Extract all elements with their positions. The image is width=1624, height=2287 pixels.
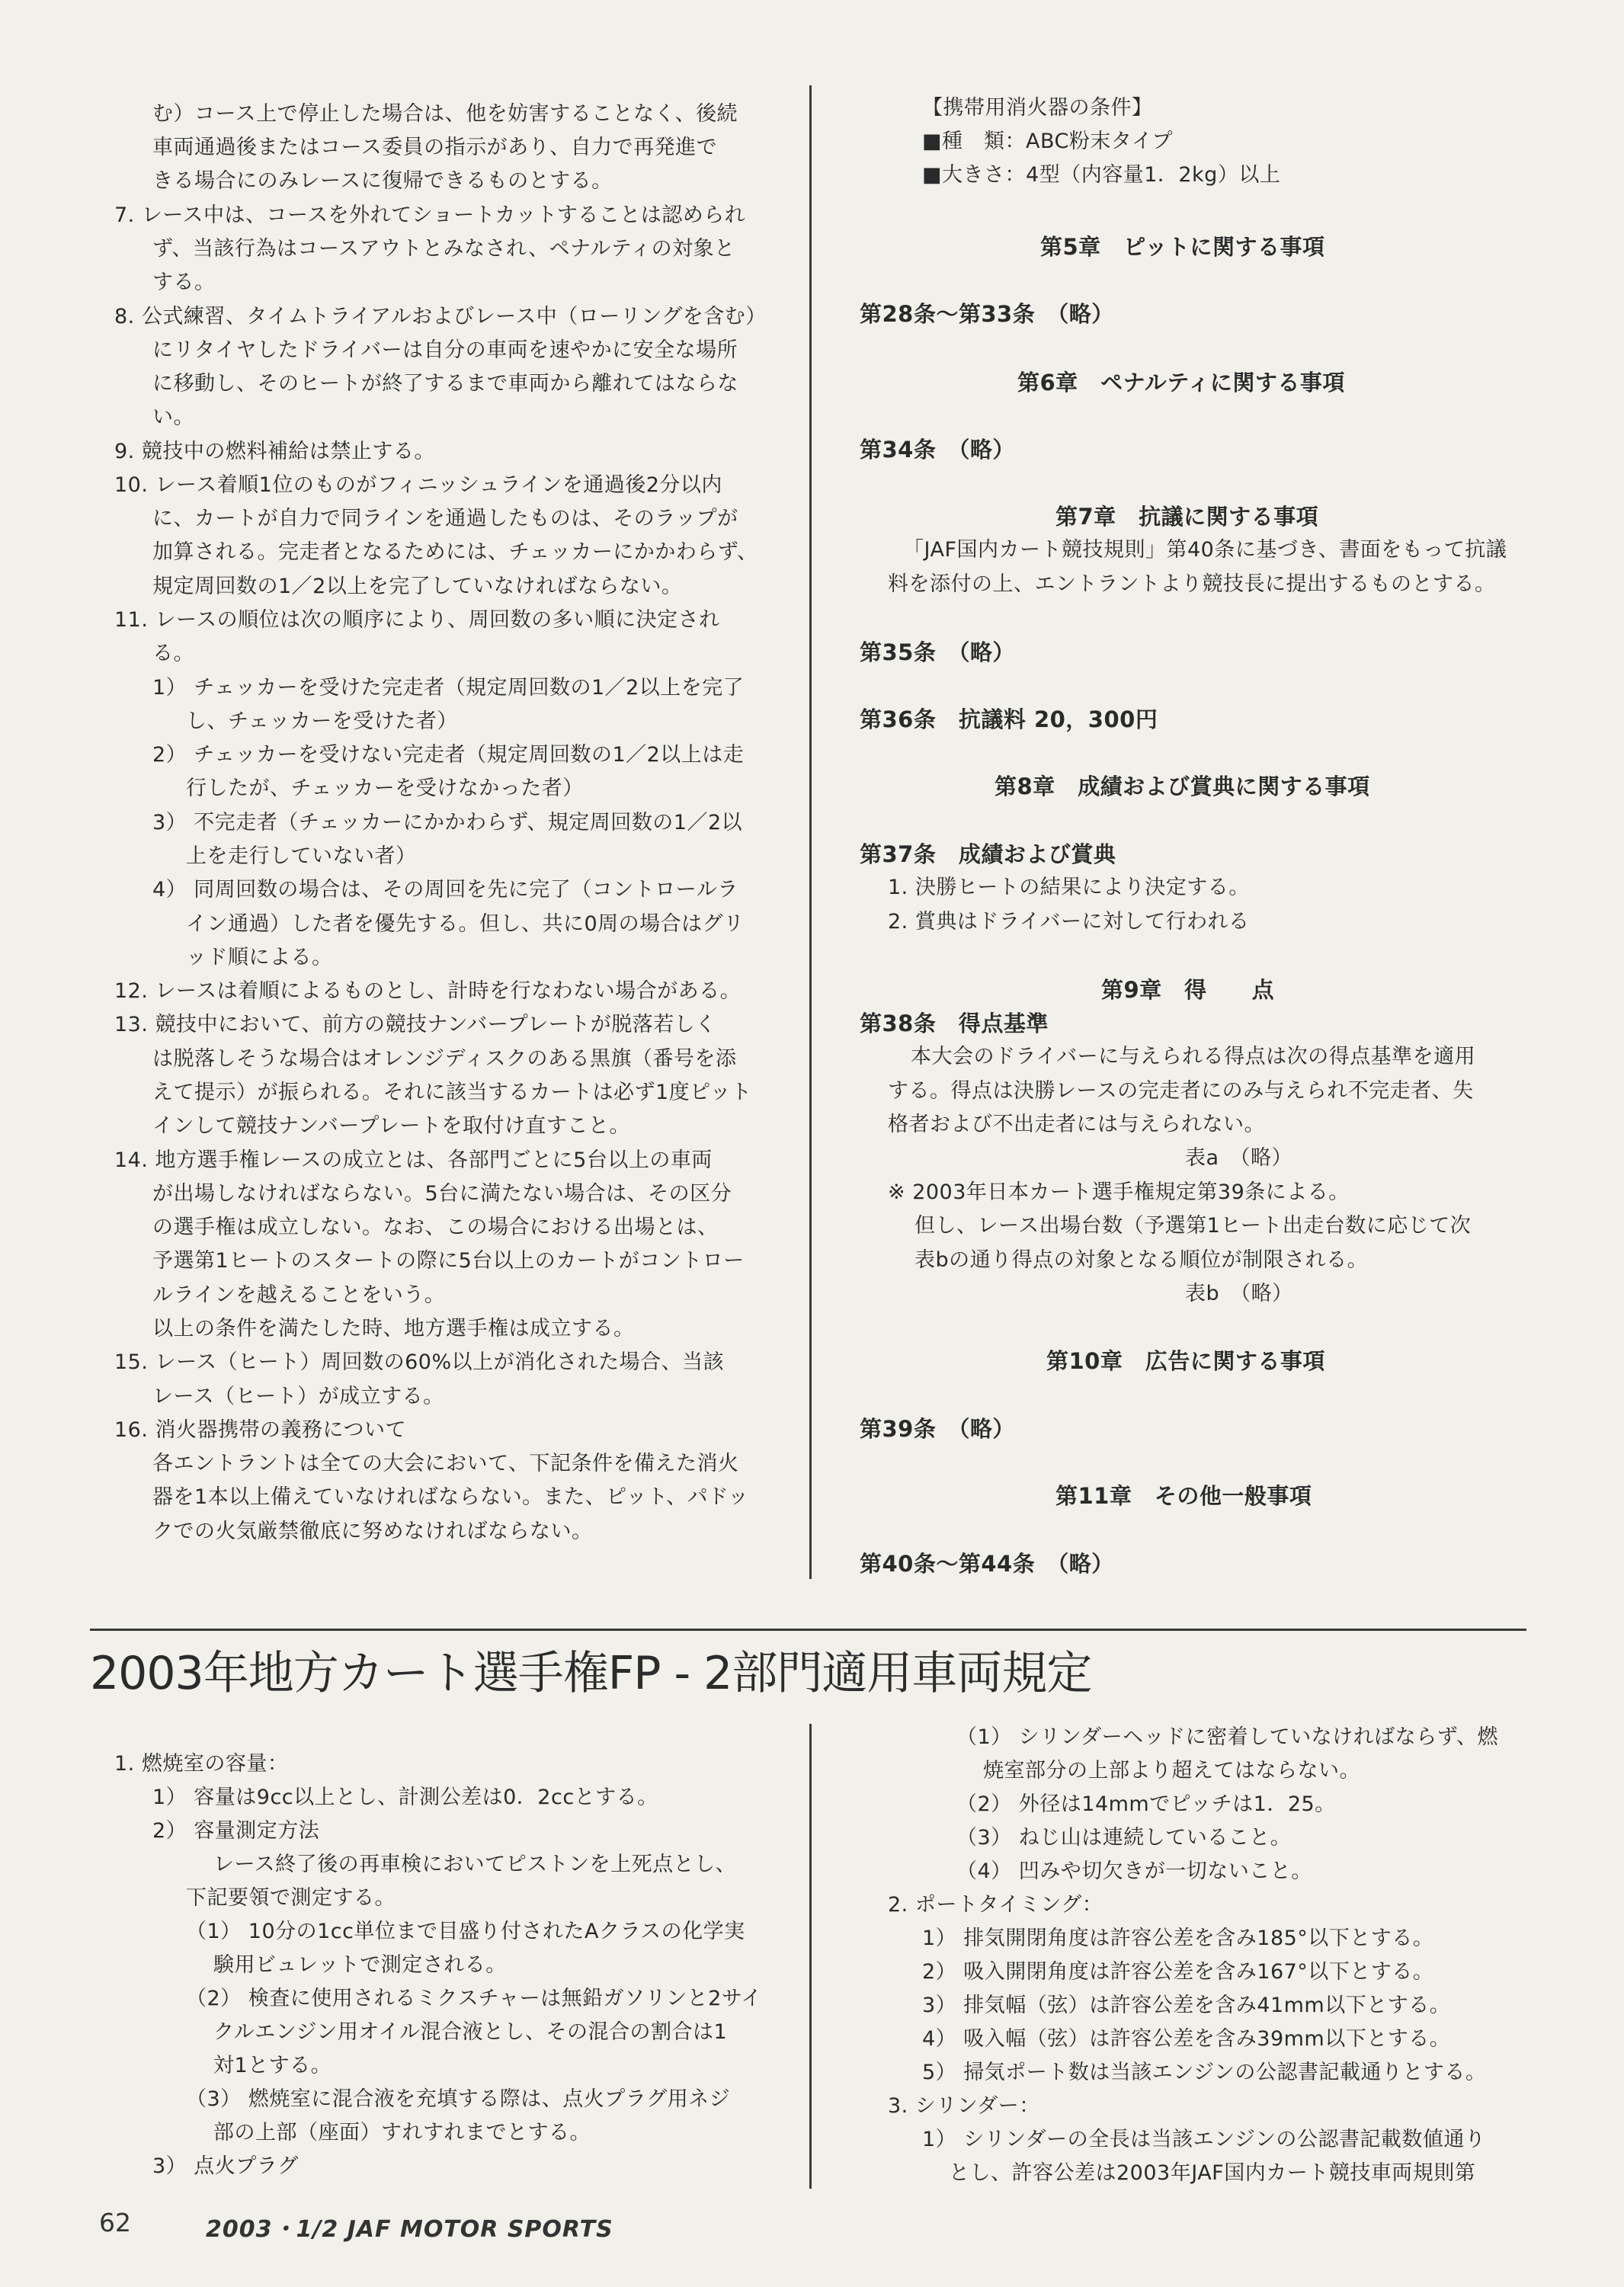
text-line: レース（ヒート）が成立する。 bbox=[152, 1385, 444, 1408]
text-line: 10. レース着順1位のものがフィニッシュラインを通過後2分以内 bbox=[114, 473, 722, 497]
text-line: 1） 排気開閉角度は許容公差を含み185°以下とする。 bbox=[922, 1927, 1434, 1950]
heading-line: 第40条～第44条 （略） bbox=[860, 1551, 1114, 1577]
text-line: 5） 掃気ポート数は当該エンジンの公認書記載通りとする。 bbox=[922, 2061, 1487, 2084]
text-line: 表bの通り得点の対象となる順位が制限される。 bbox=[915, 1248, 1369, 1272]
text-line: 16. 消火器携帯の義務について bbox=[114, 1418, 406, 1442]
text-line: する。得点は決勝レースの完走者にのみ与えられ不完走者、失 bbox=[888, 1079, 1474, 1103]
text-line: 器を1本以上備えていなければならない。また、ピット、パドッ bbox=[152, 1485, 749, 1509]
text-line: に移動し、そのヒートが終了するまで車両から離れてはならな bbox=[152, 372, 738, 396]
text-line: にリタイヤしたドライバーは自分の車両を速やかに安全な場所 bbox=[152, 338, 738, 362]
text-line: 【携帯用消火器の条件】 bbox=[922, 96, 1153, 120]
text-line: 4） 同周回数の場合は、その周回を先に完了（コントロールラ bbox=[152, 878, 738, 902]
section-rule bbox=[90, 1629, 1526, 1631]
heading-line: 第36条 抗議料 20，300円 bbox=[860, 706, 1158, 732]
heading-line: 第37条 成績および賞典 bbox=[860, 841, 1116, 867]
text-line: 但し、レース出場台数（予選第1ヒート出走台数に応じて次 bbox=[915, 1214, 1472, 1238]
text-line: む）コース上で停止した場合は、他を妨害することなく、後続 bbox=[152, 102, 738, 126]
text-line: 3） 排気幅（弦）は許容公差を含み41mm以下とする。 bbox=[922, 1994, 1451, 2017]
page-number: 62 bbox=[99, 2208, 131, 2237]
section-title: 2003年地方カート選手権FP - 2部門適用車両規定 bbox=[90, 1647, 1092, 1700]
text-line: 本大会のドライバーに与えられる得点は次の得点基準を適用 bbox=[911, 1045, 1476, 1068]
text-line: 1） チェッカーを受けた完走者（規定周回数の1／2以上を完了 bbox=[152, 676, 745, 700]
text-line: 焼室部分の上部より超えてはならない。 bbox=[983, 1759, 1360, 1783]
text-line: イン通過）した者を優先する。但し、共に0周の場合はグリ bbox=[186, 912, 745, 936]
text-line: し、チェッカーを受けた者） bbox=[186, 709, 458, 733]
text-line: 上を走行していない者） bbox=[186, 844, 417, 868]
text-line: ッド順による。 bbox=[186, 946, 333, 969]
heading-line: 第39条 （略） bbox=[860, 1416, 1015, 1442]
text-line: ず、当該行為はコースアウトとみなされ、ペナルティの対象と bbox=[152, 237, 735, 261]
text-line: 対1とする。 bbox=[213, 2054, 332, 2077]
text-line: 部の上部（座面）すれすれまでとする。 bbox=[213, 2121, 591, 2144]
text-line: 「JAF国内カート競技規則」第40条に基づき、書面をもって抗議 bbox=[903, 538, 1507, 562]
text-line: る。 bbox=[152, 642, 194, 665]
text-line: 以上の条件を満たした時、地方選手権は成立する。 bbox=[152, 1317, 635, 1340]
text-line: 7. レース中は、コースを外れてショートカットすることは認められ bbox=[114, 203, 746, 227]
text-line: クルエンジン用オイル混合液とし、その混合の割合は1 bbox=[213, 2020, 728, 2044]
text-line: 1） 容量は9cc以上とし、計測公差は0．2ccとする。 bbox=[152, 1786, 658, 1809]
text-line: （3） ねじ山は連続していること。 bbox=[956, 1826, 1292, 1850]
text-line: 1） シリンダーの全長は当該エンジンの公認書記載数値通り bbox=[922, 2128, 1486, 2151]
magazine-name: 2003・1/2 JAF MOTOR SPORTS bbox=[206, 2216, 613, 2243]
text-line: きる場合にのみレースに復帰できるものとする。 bbox=[152, 169, 613, 193]
text-line: 2） チェッカーを受けない完走者（規定周回数の1／2以上は走 bbox=[152, 743, 745, 767]
text-line: ■大きさ：4型（内容量1．2kg）以上 bbox=[922, 163, 1281, 187]
text-line: に、カートが自力で同ラインを通過したものは、そのラップが bbox=[152, 507, 738, 530]
text-line: 2. ポートタイミング： bbox=[888, 1893, 1103, 1917]
text-line: 14. 地方選手権レースの成立とは、各部門ごとに5台以上の車両 bbox=[114, 1148, 713, 1172]
text-line: 9. 競技中の燃料補給は禁止する。 bbox=[114, 440, 435, 463]
text-line: い。 bbox=[152, 405, 194, 429]
text-line: 2） 吸入開閉角度は許容公差を含み167°以下とする。 bbox=[922, 1960, 1434, 1984]
heading-line: 第34条 （略） bbox=[860, 437, 1015, 463]
text-line: 下記要領で測定する。 bbox=[186, 1886, 396, 1910]
text-line: ■種 類：ABC粉末タイプ bbox=[922, 130, 1174, 153]
text-line: ※ 2003年日本カート選手権規定第39条による。 bbox=[888, 1180, 1350, 1204]
text-line: 予選第1ヒートのスタートの際に5台以上のカートがコントロー bbox=[152, 1249, 745, 1273]
text-line: 行したが、チェッカーを受けなかった者） bbox=[186, 777, 584, 800]
text-line: 験用ビュレットで測定される。 bbox=[213, 1953, 507, 1977]
text-line: 12. レースは着順によるものとし、計時を行なわない場合がある。 bbox=[114, 979, 742, 1003]
heading-line: 第6章 ペナルティに関する事項 bbox=[1017, 370, 1345, 396]
text-line: の選手権は成立しない。なお、この場合における出場とは、 bbox=[152, 1216, 719, 1239]
heading-line: 第7章 抗議に関する事項 bbox=[1055, 504, 1319, 530]
text-line: 3） 不完走者（チェッカーにかかわらず、規定周回数の1／2以 bbox=[152, 811, 743, 834]
text-line: 車両通過後またはコース委員の指示があり、自力で再発進で bbox=[152, 136, 718, 159]
heading-line: 第5章 ピットに関する事項 bbox=[1040, 234, 1325, 260]
text-line: 11. レースの順位は次の順序により、周回数の多い順に決定され bbox=[114, 608, 720, 632]
heading-line: 第10章 広告に関する事項 bbox=[1046, 1348, 1325, 1374]
text-line: えて提示）が振られる。それに該当するカートは必ず1度ピット bbox=[152, 1081, 752, 1104]
heading-line: 第8章 成績および賞典に関する事項 bbox=[995, 774, 1370, 799]
text-line: （2） 検査に使用されるミクスチャーは無鉛ガソリンと2サイ bbox=[186, 1987, 762, 2010]
text-line: が出場しなければならない。5台に満たない場合は、その区分 bbox=[152, 1182, 732, 1206]
column-divider-top bbox=[809, 85, 812, 1579]
text-line: 各エントラントは全ての大会において、下記条件を備えた消火 bbox=[152, 1452, 739, 1475]
text-line: する。 bbox=[152, 271, 216, 294]
text-line: （1） 10分の1cc単位まで目盛り付されたAクラスの化学実 bbox=[186, 1920, 745, 1943]
heading-line: 第11章 その他一般事項 bbox=[1055, 1483, 1312, 1509]
heading-line: 第35条 （略） bbox=[860, 639, 1015, 665]
text-line: 規定周回数の1／2以上を完了していなければならない。 bbox=[152, 575, 683, 598]
text-line: 加算される。完走者となるためには、チェッカーにかかわらず、 bbox=[152, 540, 758, 564]
text-line: 13. 競技中において、前方の競技ナンバープレートが脱落若しく bbox=[114, 1013, 716, 1036]
text-line: 料を添付の上、エントラントより競技長に提出するものとする。 bbox=[888, 572, 1496, 596]
text-line: は脱落しそうな場合はオレンジディスクのある黒旗（番号を添 bbox=[152, 1047, 737, 1071]
text-line: とし、許容公差は2003年JAF国内カート競技車両規則第 bbox=[949, 2161, 1476, 2185]
text-line: クでの火気厳禁徹底に努めなければならない。 bbox=[152, 1520, 593, 1543]
heading-line: 第38条 得点基準 bbox=[860, 1011, 1049, 1036]
text-line: インして競技ナンバープレートを取付け直すこと。 bbox=[152, 1114, 630, 1138]
heading-line: 第28条～第33条 （略） bbox=[860, 301, 1114, 327]
text-line: 15. レース（ヒート）周回数の60%以上が消化された場合、当該 bbox=[114, 1350, 725, 1374]
text-line: ルラインを越えることをいう。 bbox=[152, 1283, 446, 1307]
column-divider-bottom bbox=[809, 1724, 812, 2189]
text-line: （1） シリンダーヘッドに密着していなければならず、燃 bbox=[956, 1725, 1499, 1749]
text-line: 8. 公式練習、タイムトライアルおよびレース中（ローリングを含む） bbox=[114, 305, 767, 328]
text-line: 1. 燃焼室の容量： bbox=[114, 1752, 289, 1776]
text-line: （4） 凹みや切欠きが一切ないこと。 bbox=[956, 1859, 1312, 1883]
text-line: 3） 点火プラグ bbox=[152, 2154, 299, 2178]
text-line: 表b （略） bbox=[1185, 1282, 1293, 1305]
heading-line: 第9章 得 点 bbox=[1101, 977, 1275, 1003]
text-line: （2） 外径は14mmでピッチは1．25。 bbox=[956, 1792, 1336, 1816]
text-line: 2. 賞典はドライバーに対して行われる bbox=[888, 910, 1250, 934]
text-line: 2） 容量測定方法 bbox=[152, 1819, 320, 1843]
text-line: 4） 吸入幅（弦）は許容公差を含み39mm以下とする。 bbox=[922, 2027, 1451, 2051]
text-line: 表a （略） bbox=[1185, 1146, 1293, 1170]
text-line: 3. シリンダー： bbox=[888, 2094, 1040, 2118]
text-line: （3） 燃焼室に混合液を充填する際は、点火プラグ用ネジ bbox=[186, 2087, 731, 2111]
text-line: 1. 決勝ヒートの結果により決定する。 bbox=[888, 876, 1250, 899]
text-line: 格者および不出走者には与えられない。 bbox=[888, 1113, 1265, 1136]
text-line: レース終了後の再車検においてピストンを上死点とし、 bbox=[213, 1853, 737, 1876]
